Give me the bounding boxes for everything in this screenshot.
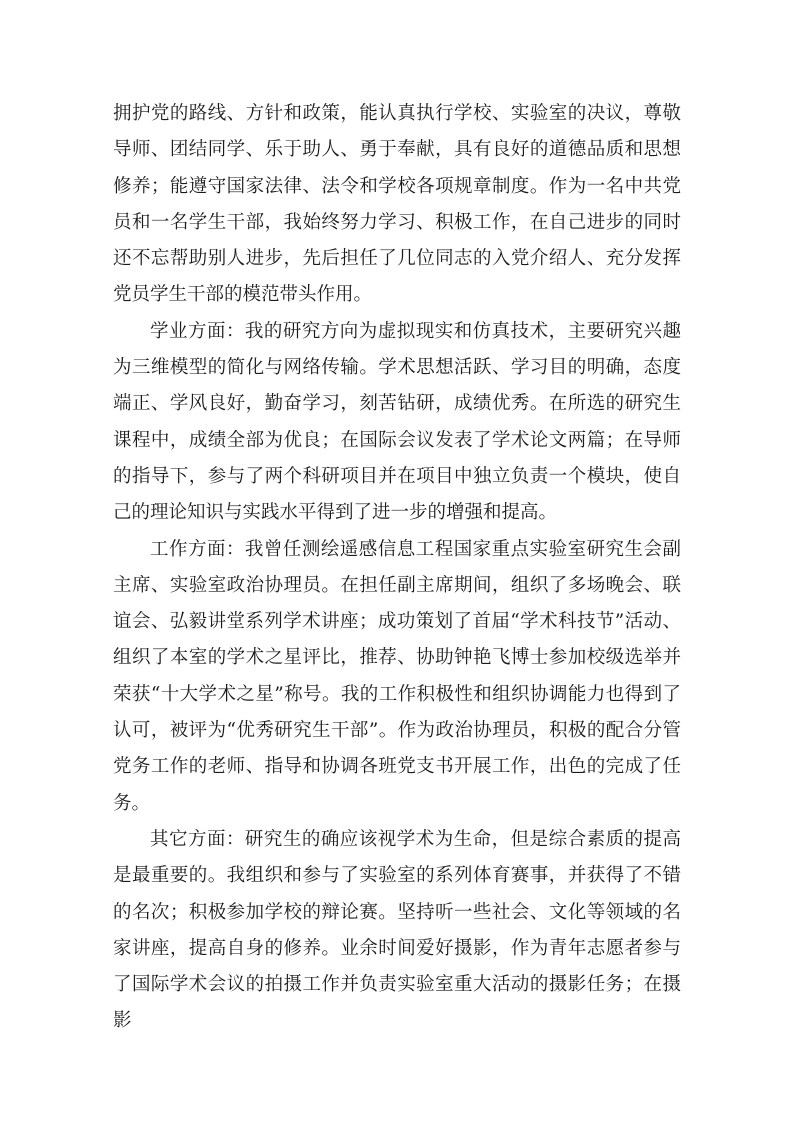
paragraph-work: 工作方面：我曾任测绘遥感信息工程国家重点实验室研究生会副主席、实验室政治协理员。在担任副主席期间，组织了多场晚会、联谊会、弘毅讲堂系列学术讲座；成功策划了首届“学术科技节”活动、组织了本室的学术之星评比，推荐、协助钟艳飞博士参加校级选举并荣获“十大学术之星”称号。我的工作积极性和组织协调能力也得到了认可，被评为“优秀研究生干部”。作为政治协理员，积极的配合分管党务工作的老师、指导和协调各班党支书开展工作，出色的完成了任务。: [113, 538, 681, 814]
paragraph-political: 拥护党的路线、方针和政策，能认真执行学校、实验室的决议，尊敬导师、团结同学、乐于助人、勇于奉献，具有良好的道德品质和思想修养；能遵守国家法律、法令和学校各项规章制度。作为一名中共党员和一名学生干部，我始终努力学习、积极工作，在自己进步的同时还不忘帮助别人进步，先后担任了几位同志的入党介绍人、充分发挥党员学生干部的模范带头作用。: [113, 103, 681, 306]
paragraph-academics: 学业方面：我的研究方向为虚拟现实和仿真技术，主要研究兴趣为三维模型的简化与网络传输。学术思想活跃、学习目的明确，态度端正、学风良好，勤奋学习，刻苦钻研，成绩优秀。在所选的研究生课程中，成绩全部为优良；在国际会议发表了学术论文两篇；在导师的指导下，参与了两个科研项目并在项目中独立负责一个模块，使自己的理论知识与实践水平得到了进一步的增强和提高。: [113, 320, 681, 524]
paragraph-other: 其它方面：研究生的确应该视学术为生命，但是综合素质的提高是最重要的。我组织和参与了实验室的系列体育赛事，并获得了不错的名次；积极参加学校的辩论赛。坚持听一些社会、文化等领域的名家讲座，提高自身的修养。业余时间爱好摄影，作为青年志愿者参与了国际学术会议的拍摄工作并负责实验室重大活动的摄影任务；在摄影: [113, 828, 681, 1032]
document-body: [113, 96, 681, 1040]
